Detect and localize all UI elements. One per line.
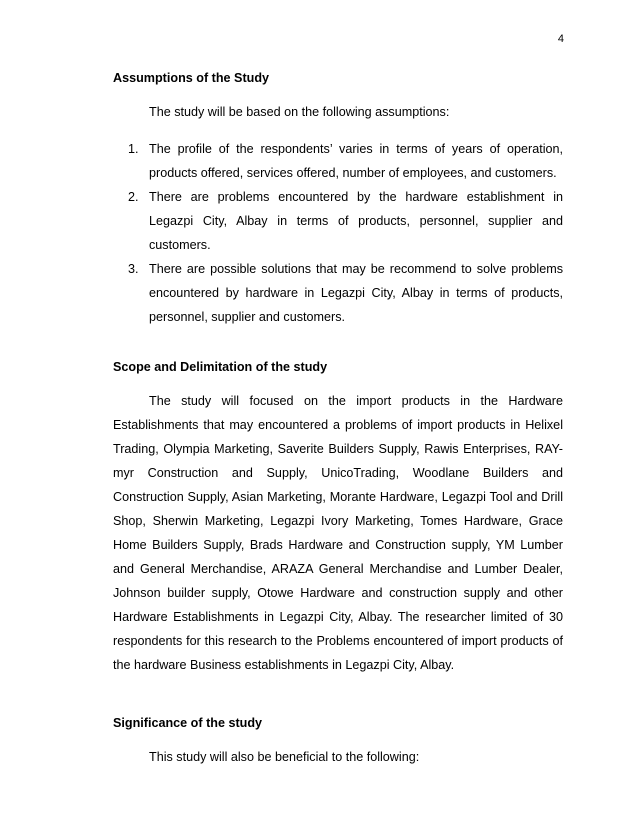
page-number: 4 (557, 33, 564, 45)
list-item-text: The profile of the respondents’ varies in terms of years of operation, products offered, services offered, number of employees, and customers. (149, 141, 563, 180)
assumptions-intro: The study will be based on the following assumptions: (149, 105, 450, 119)
scope-paragraph: The study will focused on the import products in the Hardware Establishments that may encountered a problems of import products in Helixel Trading, Olympia Marketing, Saverite Builders Supply, Rawis Enterprises, RAY-myr Construction and Supply, UnicoTrading, Woodlane Builders and Construction Supply, Asian Marketing, Morante Hardware, Legazpi Tool and Drill Shop, Sherwin Marketing, Legazpi Ivory Marketing, Tomes Hardware, Grace Home Builders Supply, Brads Hardware and Construction supply, YM Lumber and General Merchandise, ARAZA General Merchandise and Lumber Dealer, Johnson builder supply, Otowe Hardware and construction supply and other Hardware Establishments in Legazpi City, Albay. The researcher limited of 30 respondents for this research to the Problems encountered of import products of the hardware Business establishments in Legazpi City, Albay. (113, 393, 563, 672)
assumptions-heading: Assumptions of the Study (113, 71, 270, 85)
scope-heading: Scope and Delimitation of the study (113, 359, 328, 374)
list-item-text: There are problems encountered by the hardware establishment in Legazpi City, Albay in terms of products, personnel, supplier and customers. (149, 189, 563, 252)
list-item-number: 2. (128, 189, 139, 204)
list-item-number: 3. (128, 261, 139, 276)
list-item (113, 137, 563, 185)
list-item-text: There are possible solutions that may be recommend to solve problems encountered by hardware in Legazpi City, Albay in terms of products, personnel, supplier and customers. (149, 261, 563, 324)
list-item-number: 1. (128, 141, 139, 156)
significance-intro: This study will also be beneficial to the following: (149, 749, 420, 764)
assumptions-list (113, 137, 563, 329)
page-content (113, 66, 563, 781)
list-item (113, 185, 563, 257)
list-item (113, 257, 563, 329)
significance-heading: Significance of the study (113, 715, 263, 730)
